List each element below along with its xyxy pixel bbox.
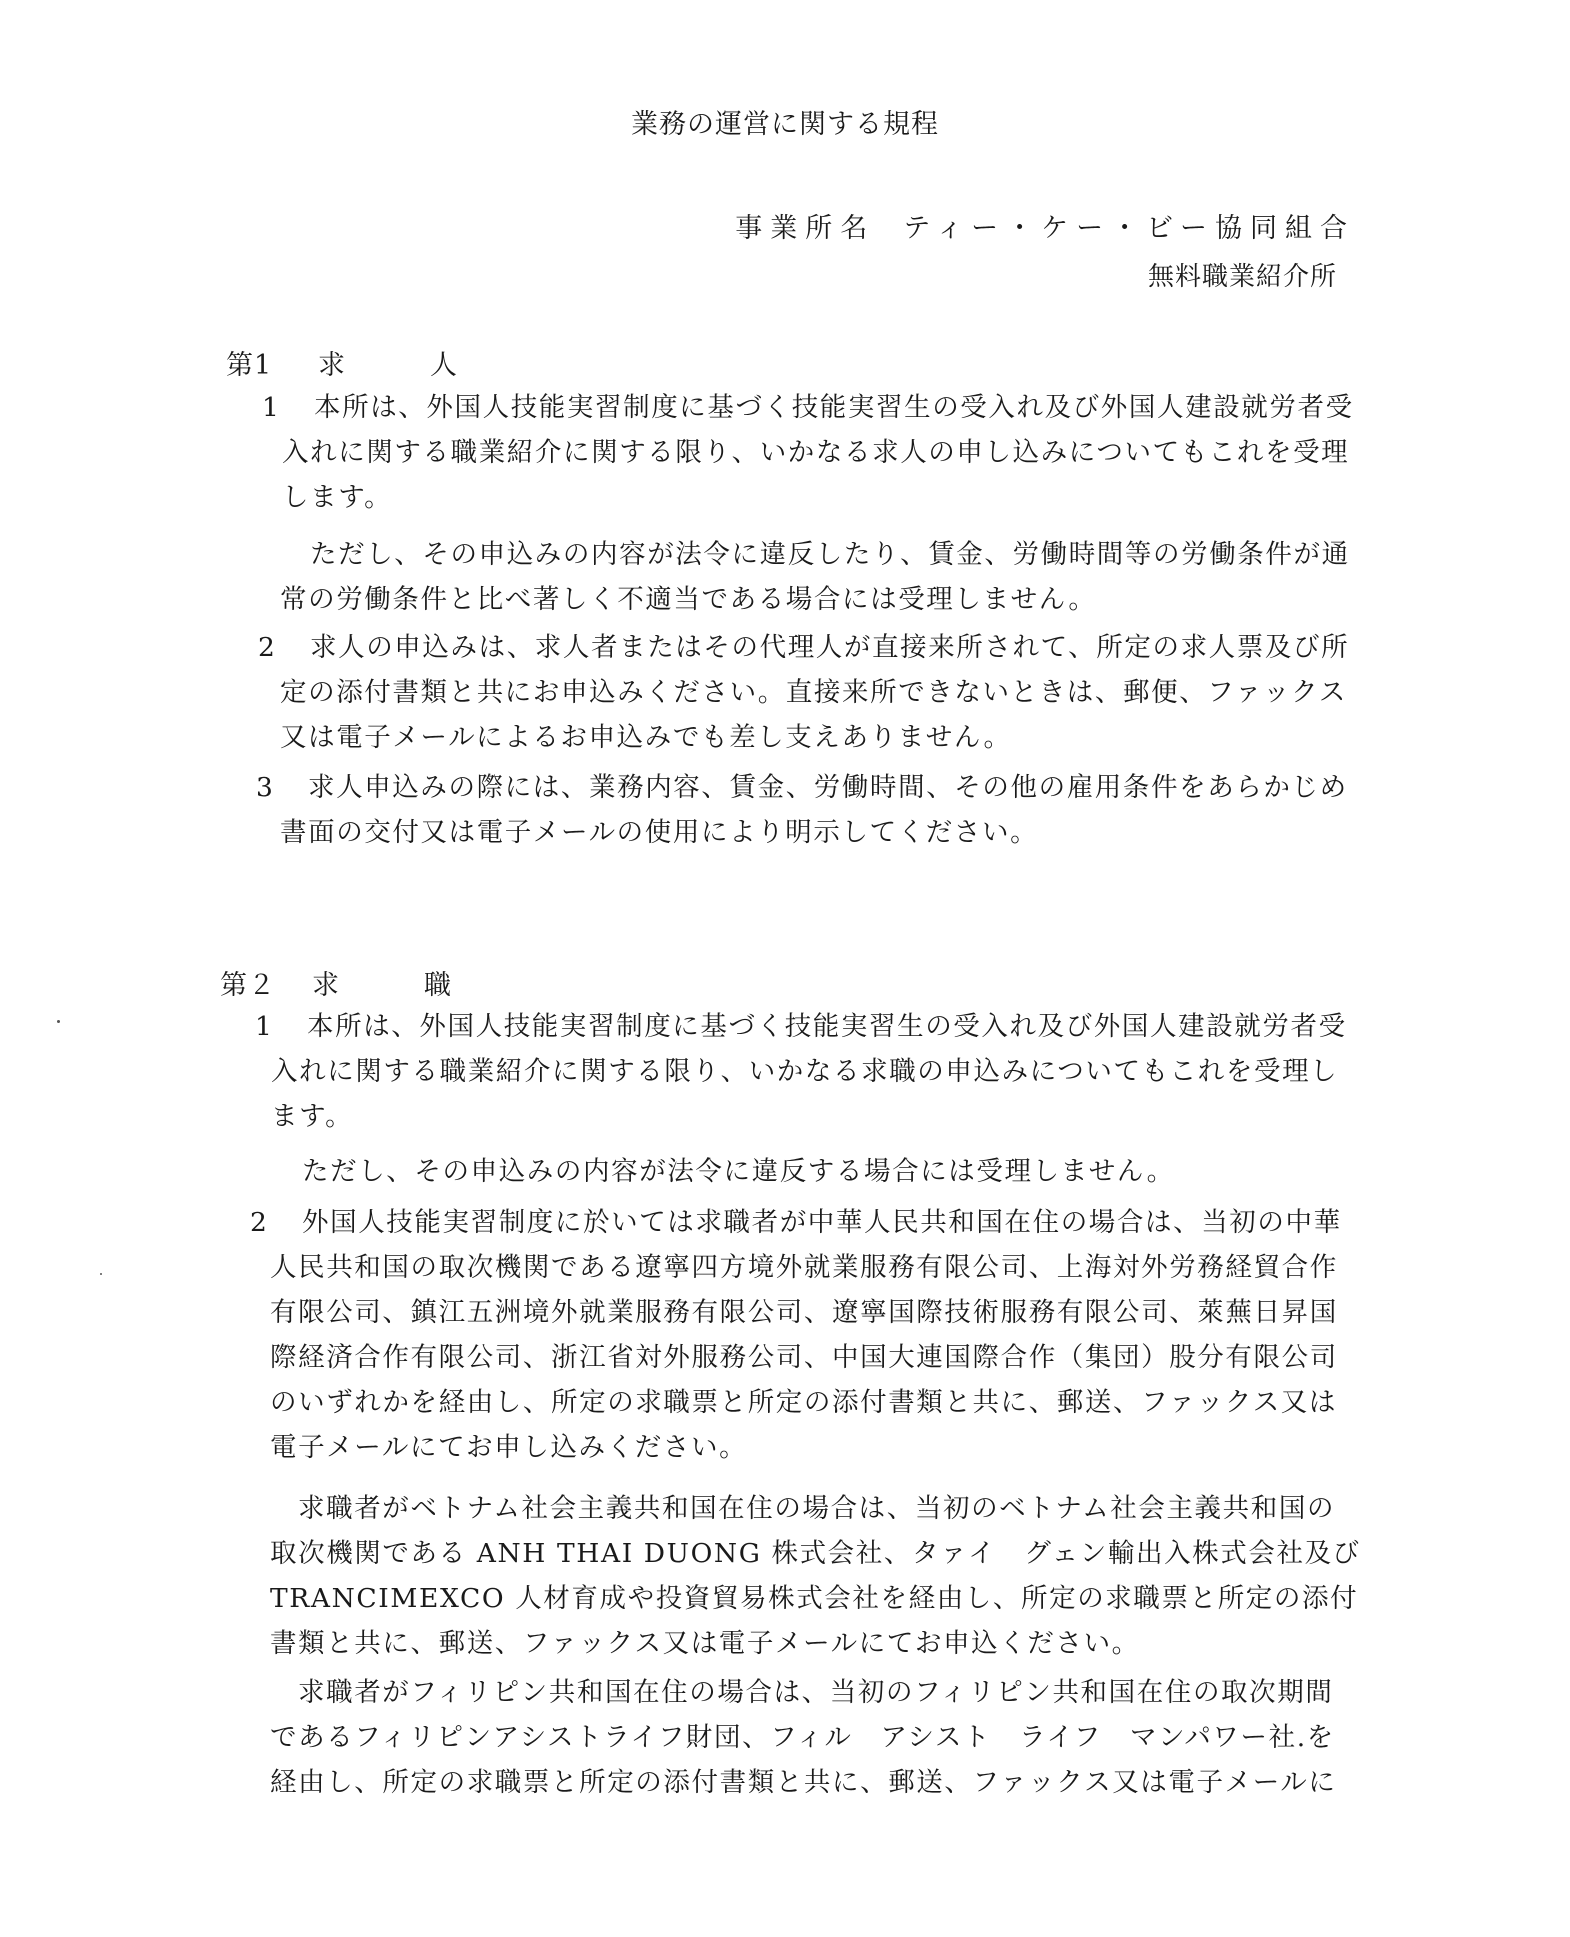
office-name-line bbox=[735, 206, 1355, 245]
clause-number: 1 bbox=[262, 392, 281, 423]
clause-line: 本所は、外国人技能実習制度に基づく技能実習生の受入れ及び外国人建設就労者受 bbox=[314, 392, 1354, 423]
clause-line: 際経済合作有限公司、浙江省対外服務公司、中国大連国際合作（集団）股分有限公司 bbox=[270, 1342, 1338, 1373]
section-number: 第1 bbox=[226, 350, 273, 381]
section-heading-char: 求 bbox=[312, 970, 340, 1001]
clause-line: 入れに関する職業紹介に関する限り、いかなる求人の申し込みについてもこれを受理 bbox=[282, 437, 1350, 468]
office-name-label: 事業所名 bbox=[735, 213, 876, 244]
clause-number: 2 bbox=[258, 632, 277, 663]
clause-line: 求職者がフィリピン共和国在住の場合は、当初のフィリピン共和国在住の取次期間 bbox=[298, 1677, 1334, 1708]
clause bbox=[262, 385, 1354, 520]
clause-line: 入れに関する職業紹介に関する限り、いかなる求職の申込みについてもこれを受理し bbox=[271, 1056, 1339, 1087]
clause-line: 外国人技能実習制度に於いては求職者が中華人民共和国在住の場合は、当初の中華 bbox=[302, 1207, 1342, 1238]
clause-line: します。 bbox=[282, 482, 393, 513]
office-subtitle: 無料職業紹介所 bbox=[1147, 262, 1337, 292]
clause-line: 経由し、所定の求職票と所定の添付書類と共に、郵送、ファックス又は電子メールに bbox=[270, 1767, 1337, 1798]
section-heading-char: 職 bbox=[424, 970, 452, 1001]
clause-line: ただし、その申込みの内容が法令に違反したり、賃金、労働時間等の労働条件が通 bbox=[310, 539, 1350, 570]
clause-line: ます。 bbox=[271, 1101, 354, 1132]
clause-number: 3 bbox=[256, 772, 275, 803]
clause bbox=[302, 1149, 1175, 1194]
scan-speck bbox=[100, 1273, 102, 1275]
scan-speck bbox=[57, 1020, 60, 1023]
clause-line: 求人申込みの際には、業務内容、賃金、労働時間、その他の雇用条件をあらかじめ bbox=[308, 772, 1348, 803]
section-heading-char: 求 bbox=[318, 350, 346, 381]
clause bbox=[250, 1200, 1342, 1470]
clause bbox=[270, 1670, 1337, 1805]
clause-line: 常の労働条件と比べ著しく不適当である場合には受理しません。 bbox=[280, 584, 1097, 615]
clause bbox=[255, 1004, 1347, 1139]
clause-number: 2 bbox=[250, 1207, 269, 1238]
clause bbox=[256, 765, 1348, 855]
section-heading bbox=[220, 963, 452, 1002]
clause-number: 1 bbox=[255, 1011, 274, 1042]
clause bbox=[258, 625, 1349, 760]
clause-line: 求人の申込みは、求人者またはその代理人が直接来所されて、所定の求人票及び所 bbox=[310, 632, 1350, 663]
document-title: 業務の運営に関する規程 bbox=[631, 109, 939, 140]
clause bbox=[280, 532, 1350, 622]
clause-line: 取次機関である ANH THAI DUONG 株式会社、タァイ グェン輸出入株式会社及び bbox=[270, 1538, 1361, 1569]
clause-line: 電子メールにてお申し込みください。 bbox=[270, 1432, 748, 1463]
clause-line: 書面の交付又は電子メールの使用により明示してください。 bbox=[280, 817, 1039, 848]
clause-line: 本所は、外国人技能実習制度に基づく技能実習生の受入れ及び外国人建設就労者受 bbox=[307, 1011, 1347, 1042]
clause-line: 書類と共に、郵送、ファックス又は電子メールにてお申込ください。 bbox=[270, 1628, 1140, 1659]
office-name: ティー・ケー・ビー協同組合 bbox=[903, 213, 1355, 244]
section-heading bbox=[226, 343, 458, 382]
clause-line: 定の添付書類と共にお申込みください。直接来所できないときは、郵便、ファックス bbox=[280, 677, 1348, 708]
clause-line: ただし、その申込みの内容が法令に違反する場合には受理しません。 bbox=[302, 1156, 1175, 1187]
clause bbox=[270, 1486, 1361, 1666]
clause-line: 又は電子メールによるお申込みでも差し支えありません。 bbox=[280, 722, 1012, 753]
clause-line: 求職者がベトナム社会主義共和国在住の場合は、当初のベトナム社会主義共和国の bbox=[298, 1493, 1336, 1524]
clause-line: 有限公司、鎮江五洲境外就業服務有限公司、遼寧国際技術服務有限公司、萊蕪日昇国 bbox=[270, 1297, 1338, 1328]
section-number: 第２ bbox=[220, 970, 276, 1001]
clause-line: TRANCIMEXCO 人材育成や投資貿易株式会社を経由し、所定の求職票と所定の添付 bbox=[270, 1583, 1359, 1614]
section-heading-char: 人 bbox=[430, 350, 458, 381]
clause-line: であるフィリピンアシストライフ財団、フィル アシスト ライフ マンパワー社.を bbox=[270, 1722, 1335, 1753]
clause-line: 人民共和国の取次機関である遼寧四方境外就業服務有限公司、上海対外労務経貿合作 bbox=[270, 1252, 1338, 1283]
clause-line: のいずれかを経由し、所定の求職票と所定の添付書類と共に、郵送、ファックス又は bbox=[270, 1387, 1338, 1418]
